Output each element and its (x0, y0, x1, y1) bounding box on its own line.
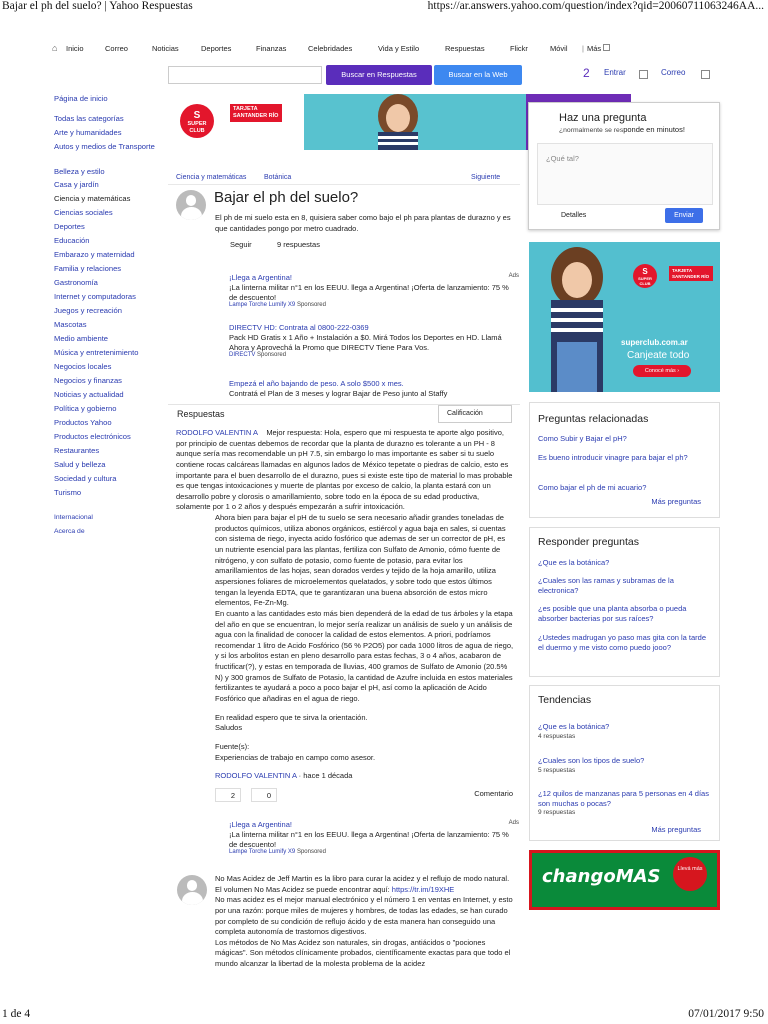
trend-item[interactable]: ¿12 quilos de manzanas para 5 personas en 4 días son muchas o pocas? (538, 789, 709, 808)
side-ad-cta-button[interactable]: Conocé más › (633, 365, 691, 377)
ad-source[interactable]: DIRECTV (229, 352, 256, 359)
answer-author-footer[interactable]: RODOLFO VALENTIN A (215, 771, 297, 781)
answer-paragraph: Saludos (215, 723, 243, 733)
sidebar-item-sociedad[interactable]: Sociedad y cultura (54, 474, 117, 483)
notification-count[interactable]: 2 (583, 66, 590, 80)
answer-2 (215, 874, 515, 978)
search-answers-button[interactable]: Buscar en Respuestas (326, 65, 432, 85)
model-illustration-icon (529, 242, 720, 392)
trend-count: 9 respuestas (538, 809, 576, 816)
related-item[interactable]: Como Subir y Bajar el pH? (538, 434, 627, 443)
related-title: Preguntas relacionadas (538, 413, 649, 425)
nav-movil[interactable]: Móvil (550, 44, 568, 53)
sidebar-item-negocios-finanzas[interactable]: Negocios y finanzas (54, 376, 122, 385)
mail-checkbox-icon (701, 70, 710, 79)
print-footer (0, 1008, 768, 1024)
chango-badge: Llevá más (673, 857, 707, 891)
sidebar-item-sociales[interactable]: Ciencias sociales (54, 208, 113, 217)
ask-question-input[interactable] (537, 143, 713, 205)
nav-vida-estilo[interactable]: Vida y Estilo (378, 44, 420, 53)
changomas-logo (542, 866, 661, 887)
side-ad-tagline: Canjeate todo (627, 350, 690, 361)
respond-item[interactable]: ¿Ustedes madrugan yo paso mas gita con la tarde el duermo y me visto como puedo jooo? (538, 633, 707, 652)
sidebar-item-autos[interactable]: Autos y medios de Transporte (54, 142, 155, 151)
sidebar-item-casa[interactable]: Casa y jardín (54, 180, 99, 189)
sidebar-item-internet[interactable]: Internet y computadoras (54, 292, 136, 301)
sort-select[interactable]: Calificación (438, 405, 512, 423)
chango-brand-a: chango (542, 866, 616, 887)
login-checkbox-icon (639, 70, 648, 79)
nav-noticias[interactable]: Noticias (152, 44, 179, 53)
answer2-paragraph: Los métodos de No Mas Acidez son naturales, sin drogas, antiácidos o "pociones mágicas". Son métodos clínicamente probados, científicamente exactas para que todo el mundo alcanzar la libertad de la molesta problema de la acidez (215, 937, 511, 969)
vote-bar (215, 788, 515, 804)
ask-subtitle-part1: ¿normalmente se res (559, 127, 624, 134)
thumbs-down-button[interactable]: 0 (251, 788, 277, 802)
sidebar-item-arte[interactable]: Arte y humanidades (54, 128, 122, 137)
avatar-body-icon (182, 892, 203, 905)
ad-sponsored-label: Sponsored (296, 302, 326, 309)
ad-sponsor (229, 302, 519, 310)
best-answer (176, 428, 514, 782)
follow-button[interactable]: Seguir (230, 240, 252, 249)
respond-item[interactable]: ¿es posible que una planta absorba o pueda absorber bacterias por sus raíces? (538, 604, 687, 623)
search-web-button[interactable]: Buscar en la Web (434, 65, 522, 85)
print-title: Bajar el ph del suelo? | Yahoo Respuestas (2, 0, 193, 12)
print-page: 1 de 4 (2, 1008, 31, 1020)
ad-source[interactable]: Lampe Torche Lumify X9 (229, 302, 296, 309)
banner-logo-area (168, 94, 304, 150)
sidebar-item-juegos[interactable]: Juegos y recreación (54, 306, 122, 315)
nav-divider: | (582, 44, 584, 53)
user-area (583, 66, 713, 82)
ad-title[interactable]: ¡Llega a Argentina! (229, 273, 292, 282)
related-item[interactable]: Es bueno introducir vinagre para bajar el ph? (538, 453, 688, 462)
sidebar-item-electronicos[interactable]: Productos electrónicos (54, 432, 131, 441)
ads-label: Ads (508, 820, 519, 826)
search-input[interactable] (168, 66, 322, 84)
ads-label: Ads (508, 273, 519, 279)
nav-inicio[interactable]: Inicio (66, 44, 84, 53)
ad-source[interactable]: Lampe Torche Lumify X9 (229, 849, 296, 856)
answer-paragraph: Ahora bien para bajar el pH de tu suelo se sera necesario añadir grandes toneladas de productos químicos, utiliza abonos orgánicos, estiércol y agua baja en sales, si cuentas con sistema de riego, inyecta acido fosfórico que ademas de ser un corrector de pH, es un nutriente esencial para las plantas, fertiliza con Sulfato de Amonio, cómo fuente de nitrógeno, y con sulfato de potasio, como fuente de potasio, para evitar los amarillamientos de las hojas, sean dorados verdes y tejido de la hoja amarillo, utiliza aspersiones foliares de microelementos quelatados, y sobre todo que estos últimos tengan la leyenda EDTA, que te garantizaran una buena absorción de estos micro elementos, Fe-Zn-Mg. (215, 513, 506, 608)
nav-deportes[interactable]: Deportes (201, 44, 232, 53)
thumbs-up-button[interactable]: 2 (215, 788, 241, 802)
nav-finanzas[interactable]: Finanzas (256, 44, 287, 53)
sidebar-item-salud[interactable]: Salud y belleza (54, 460, 106, 469)
sidebar-item-belleza[interactable]: Belleza y estilo (54, 167, 105, 176)
comment-link[interactable]: Comentario (474, 789, 513, 798)
respond-item[interactable]: ¿Que es la botánica? (538, 558, 610, 567)
sidebar-item-familia[interactable]: Familia y relaciones (54, 264, 122, 273)
ad-sponsored-label: Sponsored (296, 849, 326, 856)
sidebar-item-politica[interactable]: Política y gobierno (54, 404, 117, 413)
trend-item[interactable]: ¿Cuales son los tipos de suelo? (538, 756, 645, 765)
responses-header (168, 404, 520, 424)
side-ad-card: TARJETA SANTANDER RÍO (669, 266, 713, 281)
nav-correo[interactable]: Correo (105, 44, 128, 53)
print-datetime: 07/01/2017 9:50 (688, 1008, 764, 1020)
answer-paragraph: En cuanto a las cantidades esto más bien dependerá de la edad de tus árboles y la etapa del año en que se encuentran, lo mejor sería realizar un análisis de suelo y un análisis de agua con la finalidad de conocer la calidad de estos elementos. A priori, podríamos recomendar 1 litro de Acido Fosfórico (56 % P2O5) por cada 1000 litros de agua de riego, y si los arbolitos estan en pleno desarrollo para estas fechas, 3 o 4 años, acabaron de fructificar(?), y estas en temporada de lluvias, 400 gramos de Sulfato de Amonio (20.5% N) y 300 gramos de Sulfato de Potasio, la cantidad de Azufre incluida en estos materiales fertilizantes te ayudará a poco a poco bajar el pH, así como la aplicación de Acido Fosfórico que añadiras en el agua de riego. (215, 608, 514, 704)
ad-sponsored-label: Sponsored (257, 352, 287, 359)
home-icon[interactable]: ⌂ (52, 43, 58, 53)
nav-mas[interactable] (587, 44, 601, 53)
related-questions-panel (529, 402, 720, 518)
respond-item[interactable]: ¿Cuales son las ramas y subramas de la electronica? (538, 576, 674, 595)
side-ad-domain: superclub.com.ar (621, 338, 688, 347)
ask-title: Haz una pregunta (559, 112, 647, 124)
sidebar-item-negocios-locales[interactable]: Negocios locales (54, 362, 112, 371)
related-item[interactable]: Como bajar el ph de mi acuario? (538, 483, 647, 492)
sidebar-item-noticias[interactable]: Noticias y actualidad (54, 390, 124, 399)
ad-diet[interactable] (229, 379, 519, 401)
nav-celebridades[interactable]: Celebridades (308, 44, 353, 53)
print-header (0, 0, 768, 16)
ask-send-button[interactable]: Enviar (665, 208, 703, 223)
answer2-paragraph: No mas acidez es el mejor manual electrónico y el número 1 en ventas en Internet, y esto por una razón: porque miles de mujeres y hombres, de todas las edades, se han curado por completo de su condición de reflujo ácido y de esta manera han conseguido una completa autonomía de trastornos digestivos. (215, 895, 513, 937)
respond-title: Responder preguntas (538, 536, 639, 548)
model-illustration-icon (304, 94, 526, 150)
side-banner-ad[interactable] (529, 242, 720, 392)
ad-sponsor (229, 849, 519, 857)
trends-title: Tendencias (538, 694, 592, 706)
mail-link[interactable]: Correo (661, 68, 686, 77)
print-url: https://ar.answers.yahoo.com/question/index?qid=20060711063246AA... (427, 0, 764, 12)
ad-title[interactable]: DIRECTV HD: Contrata al 0800-222-0369 (229, 323, 369, 332)
nav-mas-checkbox-icon (603, 44, 610, 51)
divider (168, 184, 520, 185)
sidebar-item-mascotas[interactable]: Mascotas (54, 320, 87, 329)
answer2-link[interactable]: https://tr.im/19XHE (391, 884, 455, 894)
sidebar-footer-about[interactable]: Acerca de (54, 528, 85, 535)
side-ad-brand: SUPER CLUB (638, 276, 652, 286)
ask-question-box (528, 102, 720, 230)
ad-title[interactable]: Empezá el año bajando de peso. A solo $500 x mes. (229, 379, 404, 388)
sidebar-item-home[interactable]: Página de inicio (54, 94, 108, 103)
banner-card-label: TARJETA SANTANDER RÍO (230, 104, 282, 122)
question-title: Bajar el ph del suelo? (214, 189, 359, 206)
login-link[interactable]: Entrar (604, 68, 626, 77)
superclub-logo-icon: S SUPER CLUB (180, 104, 214, 138)
banner-brand: SUPER CLUB (187, 121, 207, 134)
ad-flashlight-2[interactable] (229, 820, 519, 864)
trends-more-link[interactable]: Más preguntas (651, 825, 701, 834)
sidebar-item-ciencia[interactable]: Ciencia y matemáticas (54, 194, 131, 203)
sidebar-item-restaurantes[interactable]: Restaurantes (54, 446, 100, 455)
ask-subtitle-part2: ponde en minutos! (623, 125, 685, 134)
sidebar-item-all[interactable]: Todas las categorías (54, 114, 124, 123)
top-nav (52, 44, 612, 58)
sources-label: Fuente(s): (215, 741, 250, 751)
breadcrumb-category[interactable]: Ciencia y matemáticas (176, 174, 247, 181)
superclub-logo-icon: S SUPER CLUB (633, 264, 657, 288)
answer-paragraph: Hola, espero que mi respuesta te aporte algo positivo, por principio de cuentas debemos de recordar que la planta de durazno es tolerante a un PH - 8 aunque sería mas recomendable un pH 7.5, sin embargo lo mas importante es saber si tu suelo contiene rocas calcáreas llamadas en algunos lados de México tepetate o piedras de calcio, esto es importante para el buen desarrollo de el durazno, pues si existe este tipo de material lo mas probable es que tengas intoxicaciones y muerte de plantas por exceso de calcio, la planta estará con un desarrollo pobre y clorosis o amarillamiento, sobre todo en la época de su edad productiva, solamente por 1 o 2 años y después empezarán a sufrir intoxicación. (176, 428, 513, 512)
sidebar-item-deportes[interactable]: Deportes (54, 222, 85, 231)
responses-title: Respuestas (177, 409, 225, 419)
sidebar-item-turismo[interactable]: Turismo (54, 488, 82, 497)
ad-directv[interactable] (229, 323, 519, 373)
answerer-avatar[interactable] (177, 875, 207, 905)
sidebar-item-educacion[interactable]: Educación (54, 236, 90, 245)
trend-count: 5 respuestas (538, 767, 576, 774)
answer-questions-panel (529, 527, 720, 677)
ad-body: Contratá el Plan de 3 meses y lograr Bajar de Peso junto al Staffy (229, 388, 448, 398)
ad-body: ¡La linterna militar n°1 en los EEUU. llega a Argentina! ¡Oferta de lanzamiento: 75 % de descuento! (229, 829, 509, 849)
banner-model-photo (304, 94, 526, 150)
sidebar-footer-international[interactable]: Internacional (54, 514, 93, 521)
nav-respuestas[interactable]: Respuestas (445, 44, 485, 53)
best-answer-label: Mejor respuesta: (266, 428, 323, 437)
sources-text: Experiencias de trabajo en campo como asesor. (215, 752, 376, 762)
chango-brand-b: MAS (615, 866, 661, 887)
ask-subtitle (559, 125, 685, 134)
ask-details-link[interactable]: Detalles (561, 212, 587, 219)
trend-count: 4 respuestas (538, 733, 576, 740)
nav-mas-label: Más (587, 44, 602, 53)
changomas-ad[interactable] (529, 850, 720, 910)
related-more-link[interactable]: Más preguntas (651, 497, 701, 506)
trend-item[interactable]: ¿Que es la botánica? (538, 722, 610, 731)
answer-age: · hace 1 década (298, 771, 353, 781)
avatar-body-icon (181, 207, 202, 220)
asker-avatar[interactable] (176, 190, 206, 220)
sidebar-item-medio-ambiente[interactable]: Medio ambiente (54, 334, 109, 343)
ask-placeholder: ¿Qué tal? (546, 154, 579, 163)
question-body: El ph de mi suelo esta en 8, quisiera saber como bajo el ph para plantas de durazno y es que cantidades pongo por metro cuadrado. (215, 213, 511, 233)
answer2-intro: No Mas Acidez de Jeff Martin es la libro para curar la acidez y el reflujo de modo natural. El volumen No Mas Acidez se puede encontrar aquí: (215, 874, 510, 894)
next-question-link[interactable]: Siguiente (471, 174, 501, 181)
avatar-head-icon (187, 880, 197, 890)
avatar-head-icon (186, 195, 196, 205)
sidebar-item-gastronomia[interactable]: Gastronomía (54, 278, 98, 287)
trends-panel (529, 685, 720, 841)
ad-flashlight[interactable] (229, 273, 519, 317)
answers-count: 9 respuestas (277, 240, 320, 249)
breadcrumb-subcategory[interactable]: Botánica (264, 174, 292, 181)
answer-paragraph: En realidad espero que te sirva la orientación. (215, 712, 368, 722)
sidebar-item-embarazo[interactable]: Embarazo y maternidad (54, 250, 135, 259)
sidebar-item-productos-yahoo[interactable]: Productos Yahoo (54, 418, 112, 427)
ad-sponsor (229, 352, 519, 360)
ad-title[interactable]: ¡Llega a Argentina! (229, 820, 292, 829)
sidebar-item-musica[interactable]: Música y entretenimiento (54, 348, 139, 357)
ad-body: Pack HD Gratis x 1 Año + Instalación a $0. Mirá Todos los Deportes en HD. Llamá Ahora y Aprovechá la Promo que DIRECTV Tiene Para Vos. (229, 332, 502, 352)
nav-flickr[interactable]: Flickr (510, 44, 528, 53)
answer-author[interactable]: RODOLFO VALENTIN A (176, 428, 258, 437)
ad-body: ¡La linterna militar n°1 en los EEUU. llega a Argentina! ¡Oferta de lanzamiento: 75 % de descuento! (229, 282, 509, 302)
